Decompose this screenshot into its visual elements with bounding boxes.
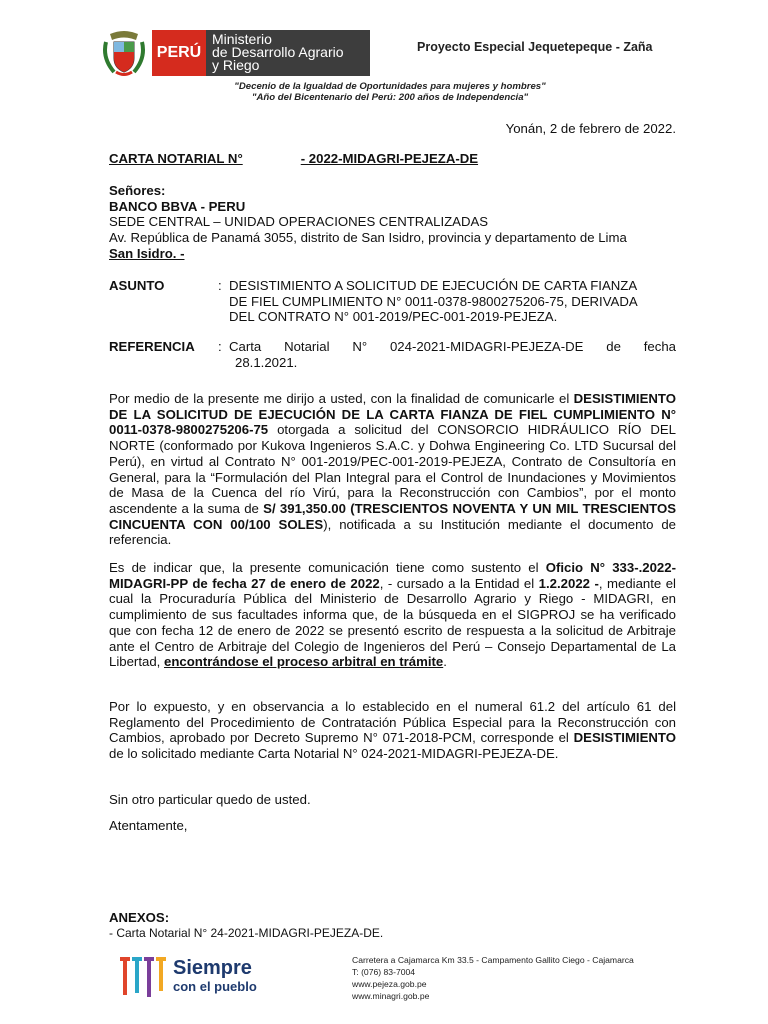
national-seal-icon xyxy=(100,28,148,78)
p1-bold-carta-fianza: DESISTIMIENTO DE LA SOLICITUD DE EJECUCIÓN DE LA CARTA FIANZA DE FIEL CUMPLIMIENTO N° 0011-0378-9800275206-75 xyxy=(109,391,676,438)
p2-text: , mediante el cual la Procuraduría Pública del Ministerio de Desarrollo Agrario y Riego - MIDAGRI, en cumplimiento de sus facultades informa que, de la búsqueda en el SIGPROJ se ha verificado que con fecha 12 de enero de 2022 se presentó escrito de respuesta a la solicitud de Arbitraje ante el Centro de Arbitraje del Colegio de Ingenieros del Perú – Consejo Departamental de La Libertad, xyxy=(109,575,676,670)
p1-text: Por medio de la presente me dirijo a usted, con la finalidad de comunicarle el xyxy=(109,391,574,406)
p3-bold-desistimiento: DESISTIMIENTO xyxy=(573,730,676,746)
asunto-line: DESISTIMIENTO A SOLICITUD DE EJECUCIÓN DE CARTA FIANZA xyxy=(229,278,638,293)
ref-date: 28.1.2021. xyxy=(235,354,298,370)
ref-word: N° xyxy=(352,339,368,354)
letter-number xyxy=(109,151,478,167)
closing-regards: Atentamente, xyxy=(109,818,188,833)
slogan-siempre: Siempre xyxy=(173,957,252,979)
paragraph-conclusion xyxy=(109,699,676,762)
carta-prefix: CARTA NOTARIAL N° xyxy=(109,151,243,166)
footer-web-minagri[interactable]: www.minagri.gob.pe xyxy=(352,991,430,1001)
siempre-con-el-pueblo-logo-icon xyxy=(118,955,168,999)
project-name: Proyecto Especial Jequetepeque - Zaña xyxy=(417,40,653,54)
footer-phone: T: (076) 83-7004 xyxy=(352,967,416,977)
asunto-line: DEL CONTRATO N° 001-2019/PEC-001-2019-PEJEZA. xyxy=(229,309,558,325)
ministry-line-3: y Riego xyxy=(212,57,260,73)
referencia-colon: : xyxy=(218,339,222,354)
addressee-block xyxy=(109,183,699,262)
addressee-salutation: Señores: xyxy=(109,183,166,198)
ref-word: Notarial xyxy=(284,339,330,354)
paragraph-sustento xyxy=(109,560,676,670)
addressee-name: BANCO BBVA - PERU xyxy=(109,198,246,214)
p2-text: , - cursado a la Entidad el xyxy=(379,575,539,591)
carta-suffix: - 2022-MIDAGRI-PEJEZA-DE xyxy=(300,151,479,166)
asunto-colon: : xyxy=(218,278,222,293)
p1-text: otorgada a solicitud del CONSORCIO HIDRÁULICO RÍO DEL NORTE (conformado por Kukova Ingenieros S.A.C. y Dohwa Engineering Co. LTD Sucursal del Perú), en virtud al Contrato N° 001-2019/PEC-001-2019-PEJEZA, Contrato de Consultoría en General, para la “Formulación del Plan Integral para el Control de Inundaciones y Movimientos de Masa de la Cuenca del río Virú, para la Reconstrucción con Cambios”, por el monto ascendente a la suma de xyxy=(109,422,676,516)
p1-text: ), notificada a su Institución mediante el documento de referencia. xyxy=(109,516,676,548)
p2-bold-oficio: Oficio N° 333-.2022-MIDAGRI-PP de fecha 27 de enero de 2022 xyxy=(109,560,676,591)
ref-word: 024-2021-MIDAGRI-PEJEZA-DE xyxy=(389,339,584,354)
paragraph-desistimiento xyxy=(109,391,676,548)
referencia-label: REFERENCIA xyxy=(109,339,195,354)
p3-text: Por lo expuesto, y en observancia a lo establecido en el numeral 61.2 del artículo 61 del Reglamento del Procedimiento de Contratación Pública Especial para la Reconstrucción con Cambios, aprobado por Decreto Supremo N° 071-2018-PCM, corresponde el xyxy=(109,699,676,746)
asunto-value xyxy=(229,278,679,325)
addressee-address: Av. República de Panamá 3055, distrito de San Isidro, provincia y departamento de Lima xyxy=(109,230,627,246)
anexo-item: - Carta Notarial N° 24-2021-MIDAGRI-PEJEZA-DE. xyxy=(109,926,384,940)
referencia-value xyxy=(229,339,676,370)
footer-web-pejeza[interactable]: www.pejeza.gob.pe xyxy=(352,979,427,989)
p2-bold-underline-tramite: encontrándose el proceso arbitral en trámite xyxy=(164,654,444,670)
p1-bold-monto: S/ 391,350.00 (TRESCIENTOS NOVENTA Y UN MIL TRESCIENTOS CINCUENTA CON 00/100 SOLES xyxy=(109,500,677,532)
letter-date: Yonán, 2 de febrero de 2022. xyxy=(505,121,676,136)
motto-decenio: "Decenio de la Igualdad de Oportunidades para mujeres y hombres" xyxy=(234,81,546,92)
peru-label: PERÚ xyxy=(156,44,202,61)
addressee-unit: SEDE CENTRAL – UNIDAD OPERACIONES CENTRALIZADAS xyxy=(109,214,489,230)
asunto-line: DE FIEL CUMPLIMIENTO N° 0011-0378-9800275206-75, DERIVADA xyxy=(229,293,638,309)
p2-text: . xyxy=(443,654,447,670)
ministry-line-2: de Desarrollo Agrario xyxy=(212,44,344,60)
ref-word: de xyxy=(606,339,621,354)
p2-bold-fecha: 1.2.2022 - xyxy=(538,575,599,591)
ministry-logo xyxy=(206,30,370,76)
anexos-label: ANEXOS: xyxy=(109,910,170,925)
peru-logo xyxy=(152,30,206,76)
motto-bicentenario: "Año del Bicentenario del Perú: 200 años de Independencia" xyxy=(251,92,529,103)
ref-word: Carta xyxy=(229,339,262,354)
p3-text: de lo solicitado mediante Carta Notarial N° 024-2021-MIDAGRI-PEJEZA-DE. xyxy=(109,746,559,762)
ref-word: fecha xyxy=(643,339,676,354)
asunto-label: ASUNTO xyxy=(109,278,165,293)
slogan-con-el-pueblo: con el pueblo xyxy=(173,979,257,994)
ministry-line-1: Ministerio xyxy=(212,31,272,47)
p2-text: Es de indicar que, la presente comunicación tiene como sustento el xyxy=(109,560,546,575)
closing-line: Sin otro particular quedo de usted. xyxy=(109,792,311,807)
addressee-city: San Isidro. - xyxy=(109,245,185,261)
footer-address: Carretera a Cajamarca Km 33.5 - Campamento Gallito Ciego - Cajamarca xyxy=(352,955,634,965)
